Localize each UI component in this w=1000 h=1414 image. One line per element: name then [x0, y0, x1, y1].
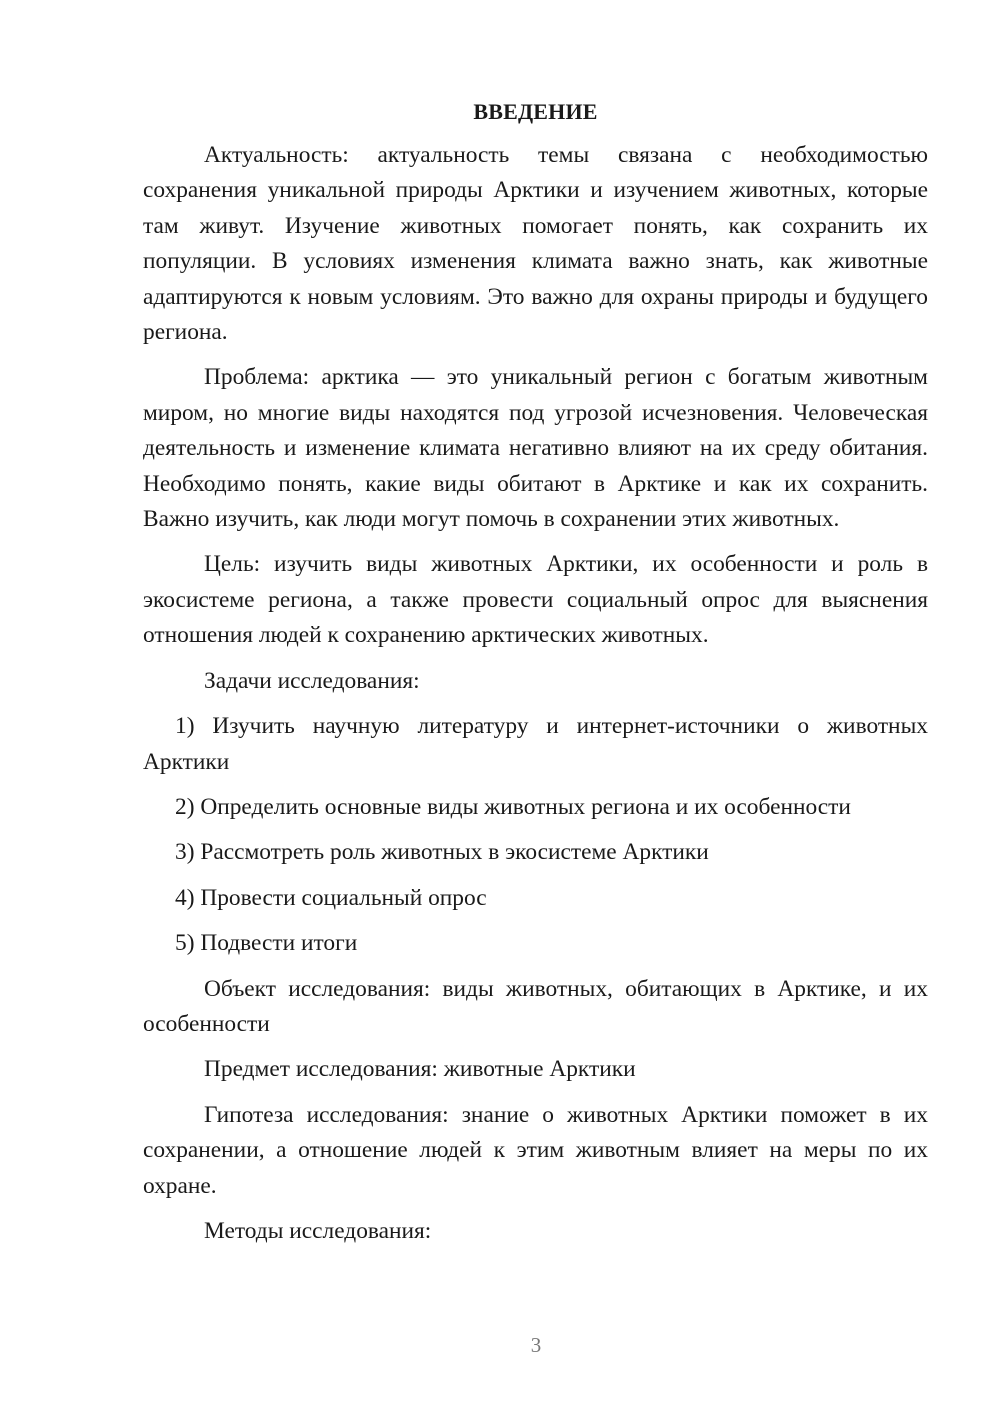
task-item-2: 2) Определить основные виды животных региона и их особенности [175, 793, 851, 820]
paragraph-methods: Методы исследования: [204, 1217, 432, 1244]
paragraph-problem: Проблема: арктика — это уникальный регион с богатым животным миром, но многие виды находятся под угрозой исчезновения. Человеческая деятельность и изменение климата негативно влияют на их среду обитания. Необходимо понять, какие виды обитают в Арктике и как их сохранить. Важно изучить, как люди могут помочь в сохранении этих животных. [143, 364, 928, 533]
paragraph-object: Объект исследования: виды животных, обитающих в Арктике, и их особенности [143, 975, 928, 1037]
task-item-1: 1) Изучить научную литературу и интернет-источники о животных Арктики [143, 713, 928, 775]
paragraph-hypothesis: Гипотеза исследования: знание о животных Арктики поможет в их сохранении, а отношение людей к этим животным влияет на меры по их охране. [143, 1101, 928, 1199]
task-item-4: 4) Провести социальный опрос [175, 884, 487, 911]
document-page [143, 96, 928, 1259]
task-item-5: 5) Подвести итоги [175, 930, 358, 957]
task-item-3: 3) Рассмотреть роль животных в экосистеме Арктики [175, 839, 709, 866]
paragraph-relevance: Актуальность: актуальность темы связана с необходимостью сохранения уникальной природы Арктики и изучением животных, которые там живут. Изучение животных помогает понять, как сохранить их популяции. В условиях изменения климата важно знать, как животные адаптируются к новым условиям. Это важно для охраны природы и будущего региона. [143, 142, 928, 346]
page-number: 3 [530, 1333, 542, 1357]
paragraph-tasks-heading: Задачи исследования: [204, 667, 420, 694]
paragraph-goal: Цель: изучить виды животных Арктики, их особенности и роль в экосистеме региона, а также провести социальный опрос для выяснения отношения людей к сохранению арктических животных. [143, 551, 928, 649]
paragraph-subject: Предмет исследования: животные Арктики [204, 1056, 636, 1083]
page-title: ВВЕДЕНИЕ [473, 99, 598, 124]
